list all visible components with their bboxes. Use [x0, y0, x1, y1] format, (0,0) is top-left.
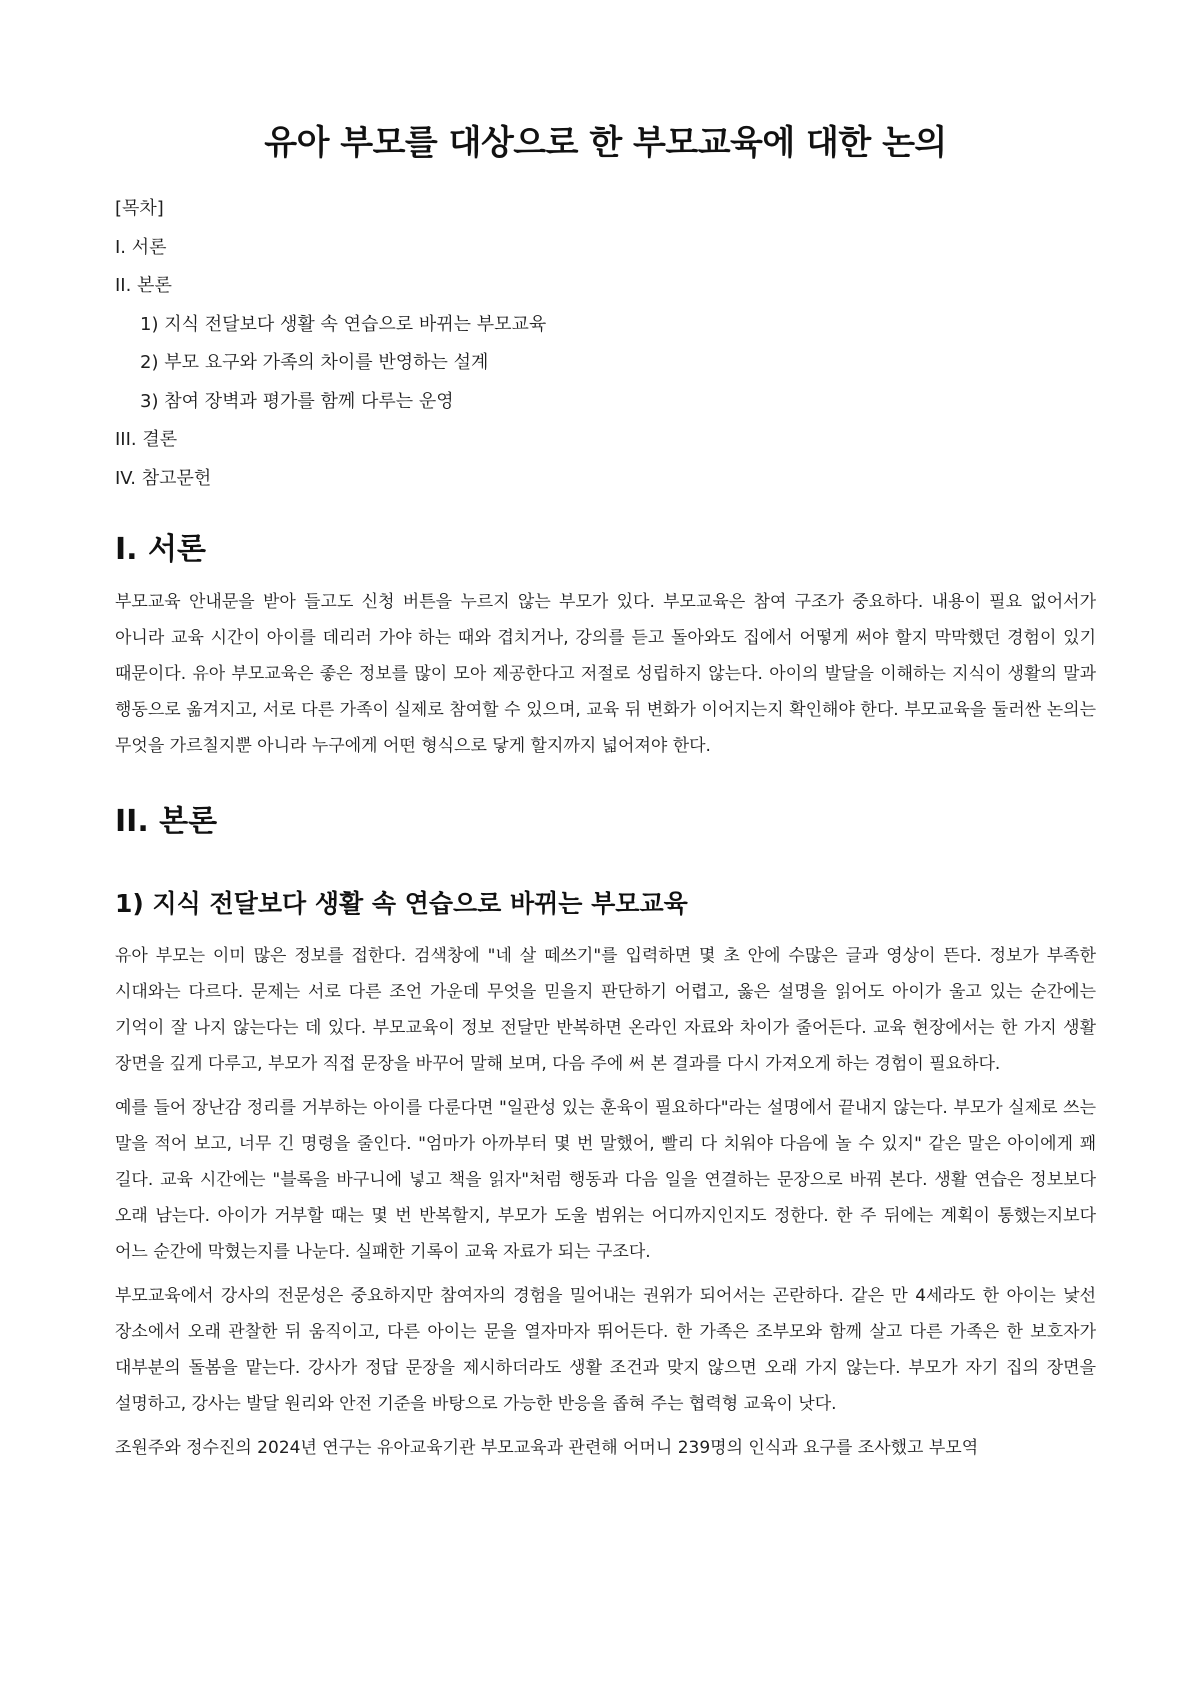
toc-item-main-body: II. 본론	[115, 275, 172, 296]
toc-item-conclusion: III. 결론	[115, 429, 178, 450]
toc-item-subsection-2: 2) 부모 요구와 가족의 차이를 반영하는 설계	[140, 352, 489, 373]
toc-item-introduction: I. 서론	[115, 236, 167, 258]
subsection-1-paragraph-1: 유아 부모는 이미 많은 정보를 접한다. 검색창에 "네 살 떼쓰기"를 입력하면 몇 초 안에 수많은 글과 영상이 뜬다. 정보가 부족한 시대와는 다르다. 문제는 서로 다른 조언 가운데 무엇을 믿을지 판단하기 어렵고, 옳은 설명을 읽어도 아이가 울고 있는 순간에는 기억이 잘 나지 않는다는 데 있다. 부모교육이 정보 전달만 반복하면 온라인 자료와 차이가 줄어든다. 교육 현장에서는 한 가지 생활 장면을 깊게 다루고, 부모가 직접 문장을 바꾸어 말해 보며, 다음 주에 써 본 결과를 다시 가져오게 하는 경험이 필요하다.	[115, 946, 1096, 1074]
subsection-1-paragraph-2: 예를 들어 장난감 정리를 거부하는 아이를 다룬다면 "일관성 있는 훈육이 필요하다"라는 설명에서 끝내지 않는다. 부모가 실제로 쓰는 말을 적어 보고, 너무 긴 명령을 줄인다. "엄마가 아까부터 몇 번 말했어, 빨리 다 치워야 다음에 놀 수 있지" 같은 말은 아이에게 꽤 길다. 교육 시간에는 "블록을 바구니에 넣고 책을 읽자"처럼 행동과 다음 일을 연결하는 문장으로 바꿔 본다. 생활 연습은 정보보다 오래 남는다. 아이가 거부할 때는 몇 번 반복할지, 부모가 도울 범위는 어디까지인지도 정한다. 한 주 뒤에는 계획이 통했는지보다 어느 순간에 막혔는지를 나눈다. 실패한 기록이 교육 자료가 되는 구조다.	[115, 1098, 1096, 1262]
table-of-contents	[115, 190, 1096, 498]
subsection-1-paragraph-4: 조원주와 정수진의 2024년 연구는 유아교육기관 부모교육과 관련해 어머니 239명의 인식과 요구를 조사했고 부모역	[115, 1438, 979, 1458]
toc-item-references: IV. 참고문헌	[115, 467, 212, 489]
document-title: 유아 부모를 대상으로 한 부모교육에 대한 논의	[264, 123, 947, 163]
subsection-spacer	[115, 856, 1096, 876]
subsection-1-paragraph-3: 부모교육에서 강사의 전문성은 중요하지만 참여자의 경험을 밀어내는 권위가 되어서는 곤란하다. 같은 만 4세라도 한 아이는 낯선 장소에서 오래 관찰한 뒤 움직이고, 다른 아이는 문을 열자마자 뛰어든다. 한 가족은 조부모와 함께 살고 다른 가족은 한 보호자가 대부분의 돌봄을 맡는다. 강사가 정답 문장을 제시하더라도 생활 조건과 맞지 않으면 오래 가지 않는다. 부모가 자기 집의 장면을 설명하고, 강사는 발달 원리와 안전 기준을 바탕으로 가능한 반응을 좁혀 주는 협력형 교육이 낫다.	[115, 1286, 1096, 1414]
toc-item-subsection-3: 3) 참여 장벽과 평가를 함께 다루는 운영	[140, 390, 454, 412]
introduction-section	[115, 528, 1096, 764]
toc-item-subsection-1: 1) 지식 전달보다 생활 속 연습으로 바뀌는 부모교육	[140, 313, 547, 335]
subsection-1-heading: 1) 지식 전달보다 생활 속 연습으로 바뀌는 부모교육	[115, 889, 688, 918]
section-spacer	[115, 772, 1096, 800]
main-body-heading: II. 본론	[115, 804, 218, 839]
introduction-heading: I. 서론	[115, 532, 206, 567]
toc-heading: [목차]	[115, 198, 164, 219]
introduction-paragraph: 부모교육 안내문을 받아 들고도 신청 버튼을 누르지 않는 부모가 있다. 부모교육은 참여 구조가 중요하다. 내용이 필요 없어서가 아니라 교육 시간이 아이를 데리러 가야 하는 때와 겹치거나, 강의를 듣고 돌아와도 집에서 어떻게 써야 할지 막막했던 경험이 있기 때문이다. 유아 부모교육은 좋은 정보를 많이 모아 제공한다고 저절로 성립하지 않는다. 아이의 발달을 이해하는 지식이 생활의 말과 행동으로 옮겨지고, 서로 다른 가족이 실제로 참여할 수 있으며, 교육 뒤 변화가 이어지는지 확인해야 한다. 부모교육을 둘러싼 논의는 무엇을 가르칠지뿐 아니라 누구에게 어떤 형식으로 닿게 할지까지 넓어져야 한다.	[115, 592, 1096, 756]
main-body-section	[115, 800, 1096, 1466]
